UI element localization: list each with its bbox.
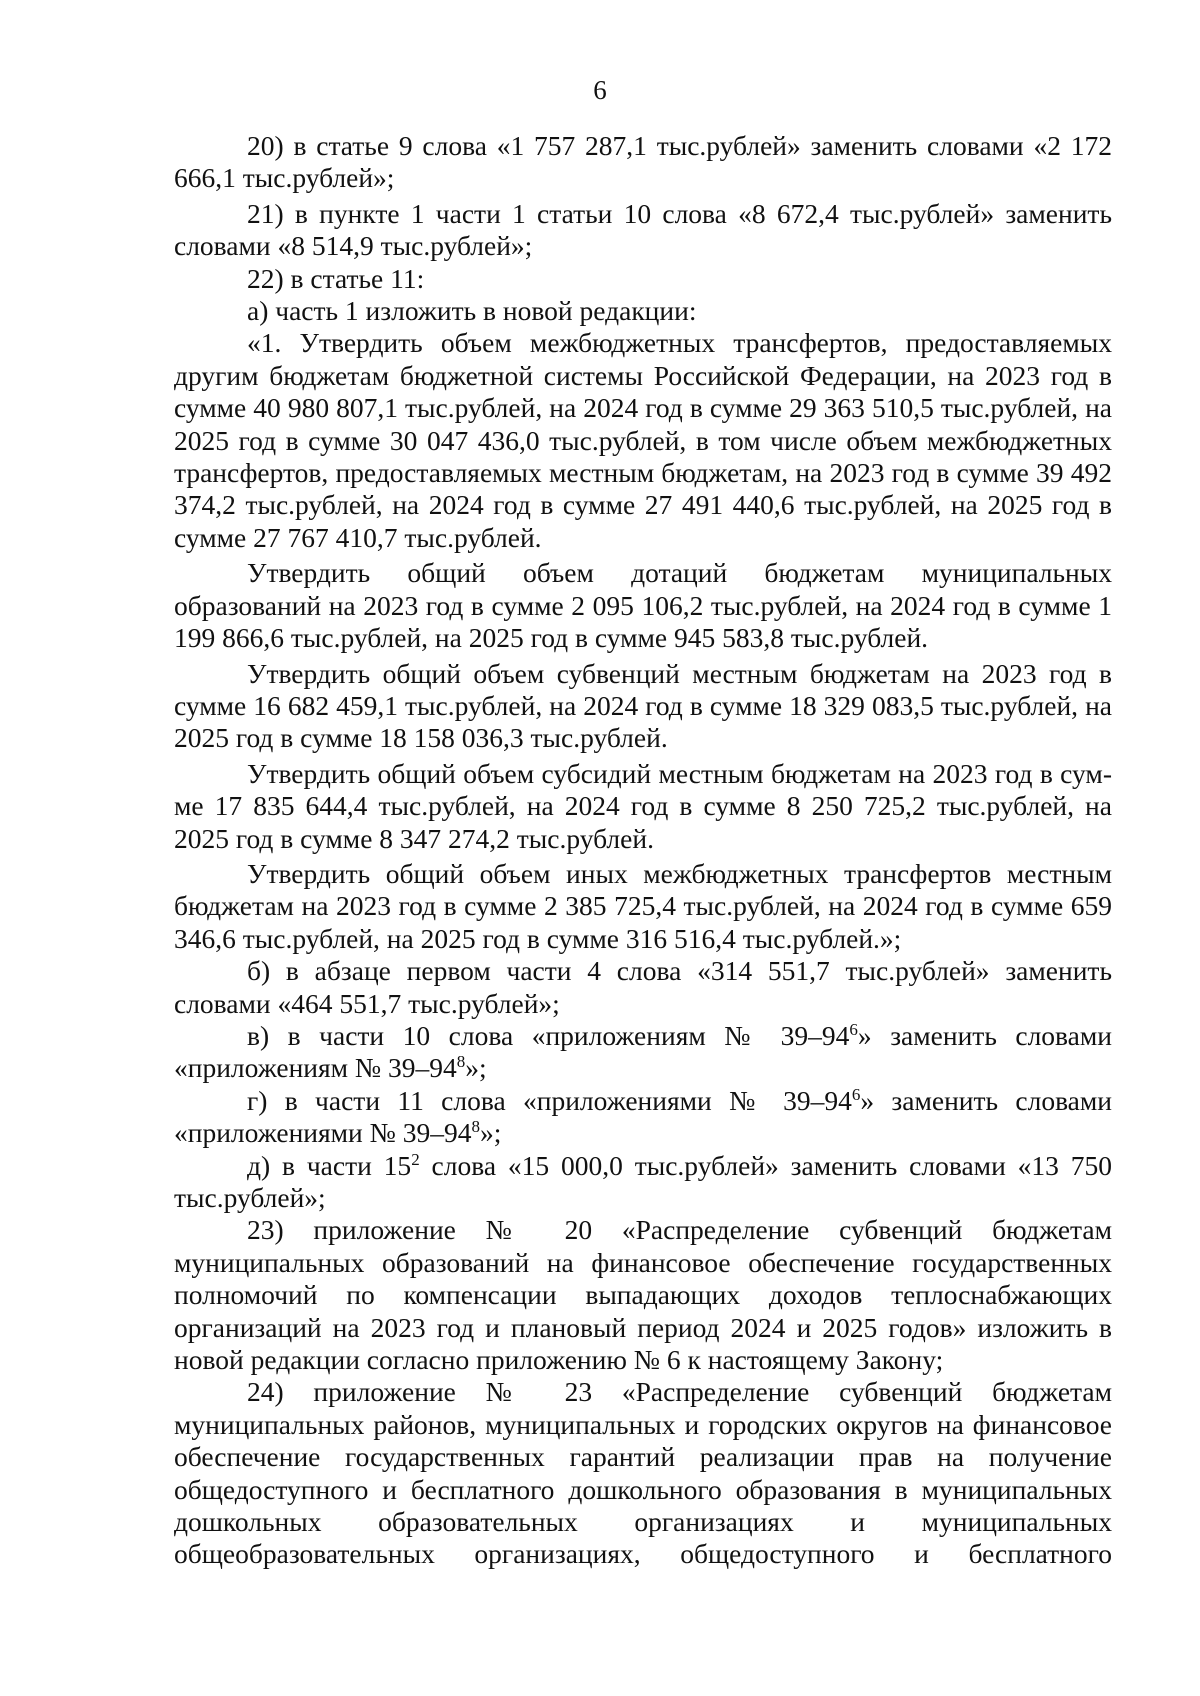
document-paragraph (174, 1150, 1112, 1215)
superscript-text: 2 (411, 1149, 420, 1169)
paragraph-text: » заменить словами «приложениями № 39–94 (174, 1084, 1113, 1149)
paragraph-text: в) в части 10 слова «приложениям № 39–94 (247, 1019, 850, 1051)
document-paragraph (174, 295, 1112, 327)
document-paragraph (174, 327, 1112, 554)
document-paragraph (174, 1085, 1112, 1150)
paragraph-text: б) в абзаце первом части 4 слова «314 551,7 тыс.рублей» заменить словами «464 551,7 тыс.рублей»; (174, 955, 1112, 1019)
page-number: 6 (593, 75, 607, 105)
document-paragraph (174, 1376, 1112, 1570)
paragraph-text: слова «15 000,0 тыс.рублей» заменить словами «13 750 тыс.рублей»; (174, 1149, 1112, 1213)
paragraph-text: Утвердить общий объем субсидий местным бюджетам на 2023 год в сумме 17 835 644,4 тыс.рублей, на 2024 год в сумме 8 250 725,2 тыс.рублей, на 2025 год в сумме 8 347 274,2 тыс.рублей. (174, 757, 1112, 854)
paragraph-text: г) в части 11 слова «приложениями № 39–94 (247, 1084, 852, 1116)
document-paragraph (174, 263, 1112, 295)
paragraph-text: 22) в статье 11: (247, 262, 425, 294)
paragraph-text: а) часть 1 изложить в новой редакции: (247, 295, 697, 327)
paragraph-text: 24) приложение № 23 «Распределение субвенций бюджетам муниципальных районов, муниципальных и городских округов на финансовое обеспечение государственных гарантий реализации прав на получение общедоступного и бесплатного дошкольного образования в муниципальных дошкольных образовательных организациях и муниципальных общеобразовательных организациях, общедоступного и бесплатного (174, 1376, 1112, 1570)
paragraph-text: 23) приложение № 20 «Распределение субвенций бюджетам муниципальных образований на финансовое обеспечение государственных полномочий по компенсации выпадающих доходов теплоснабжающих организаций на 2023 год и плановый период 2024 и 2025 годов» изложить в новой редакции согласно приложению № 6 к настоящему Закону; (174, 1214, 1112, 1376)
paragraph-text: д) в части 15 (247, 1149, 412, 1181)
superscript-text: 8 (471, 1117, 481, 1137)
paragraph-text: Утвердить общий объем дотаций бюджетам муниципальных образований на 2023 год в сумме 2 095 106,2 тыс.рублей, на 2024 год в сумме 1 199 866,6 тыс.рублей, на 2025 год в сумме 945 583,8 тыс.рублей. (174, 557, 1112, 654)
document-paragraph (174, 758, 1112, 855)
paragraph-text: »; (465, 1052, 487, 1084)
superscript-text: 6 (849, 1019, 858, 1039)
paragraph-text: » заменить словами «приложениям № 39–94 (174, 1019, 1113, 1084)
paragraph-text: Утвердить общий объем субвенций местным бюджетам на 2023 год в сумме 16 682 459,1 тыс.рублей, на 2024 год в сумме 18 329 083,5 тыс.рублей, на 2025 год в сумме 18 158 036,3 тыс.рублей. (174, 657, 1112, 754)
paragraph-text: 21) в пункте 1 части 1 статьи 10 слова «8 672,4 тыс.рублей» заменить словами «8 514,9 тыс.рублей»; (174, 197, 1112, 262)
paragraph-text: «1. Утвердить объем межбюджетных трансфертов, предоставляемых другим бюджетам бюджетной системы Российской Федерации, на 2023 год в сумме 40 980 807,1 тыс.рублей, на 2024 год в сумме 29 363 510,5 тыс.рублей, на 2025 год в сумме 30 047 436,0 тыс.рублей, в том числе объем межбюджетных трансфертов, предоставляемых местным бюджетам, на 2023 год в сумме 39 492 374,2 тыс.рублей, на 2024 год в сумме 27 491 440,6 тыс.рублей, на 2025 год в сумме 27 767 410,7 тыс.рублей. (174, 327, 1112, 553)
paragraph-text: »; (480, 1117, 502, 1149)
document-body (174, 130, 1112, 1571)
superscript-text: 6 (851, 1084, 861, 1104)
paragraph-text: Утвердить общий объем иных межбюджетных трансфертов местным бюджетам на 2023 год в сумме 2 385 725,4 тыс.рублей, на 2024 год в сумме 659 346,6 тыс.рублей, на 2025 год в сумме 316 516,4 тыс.рублей.»; (174, 857, 1112, 954)
document-paragraph (174, 858, 1112, 955)
document-paragraph (174, 1214, 1112, 1376)
document-paragraph (174, 955, 1112, 1020)
paragraph-text: 20) в статье 9 слова «1 757 287,1 тыс.рублей» заменить словами «2 172 666,1 тыс.рублей»; (174, 130, 1112, 194)
superscript-text: 8 (456, 1052, 466, 1072)
document-paragraph (174, 198, 1112, 263)
document-paragraph (174, 658, 1112, 755)
document-paragraph (174, 557, 1112, 654)
document-paragraph (174, 130, 1112, 195)
document-paragraph (174, 1020, 1112, 1085)
